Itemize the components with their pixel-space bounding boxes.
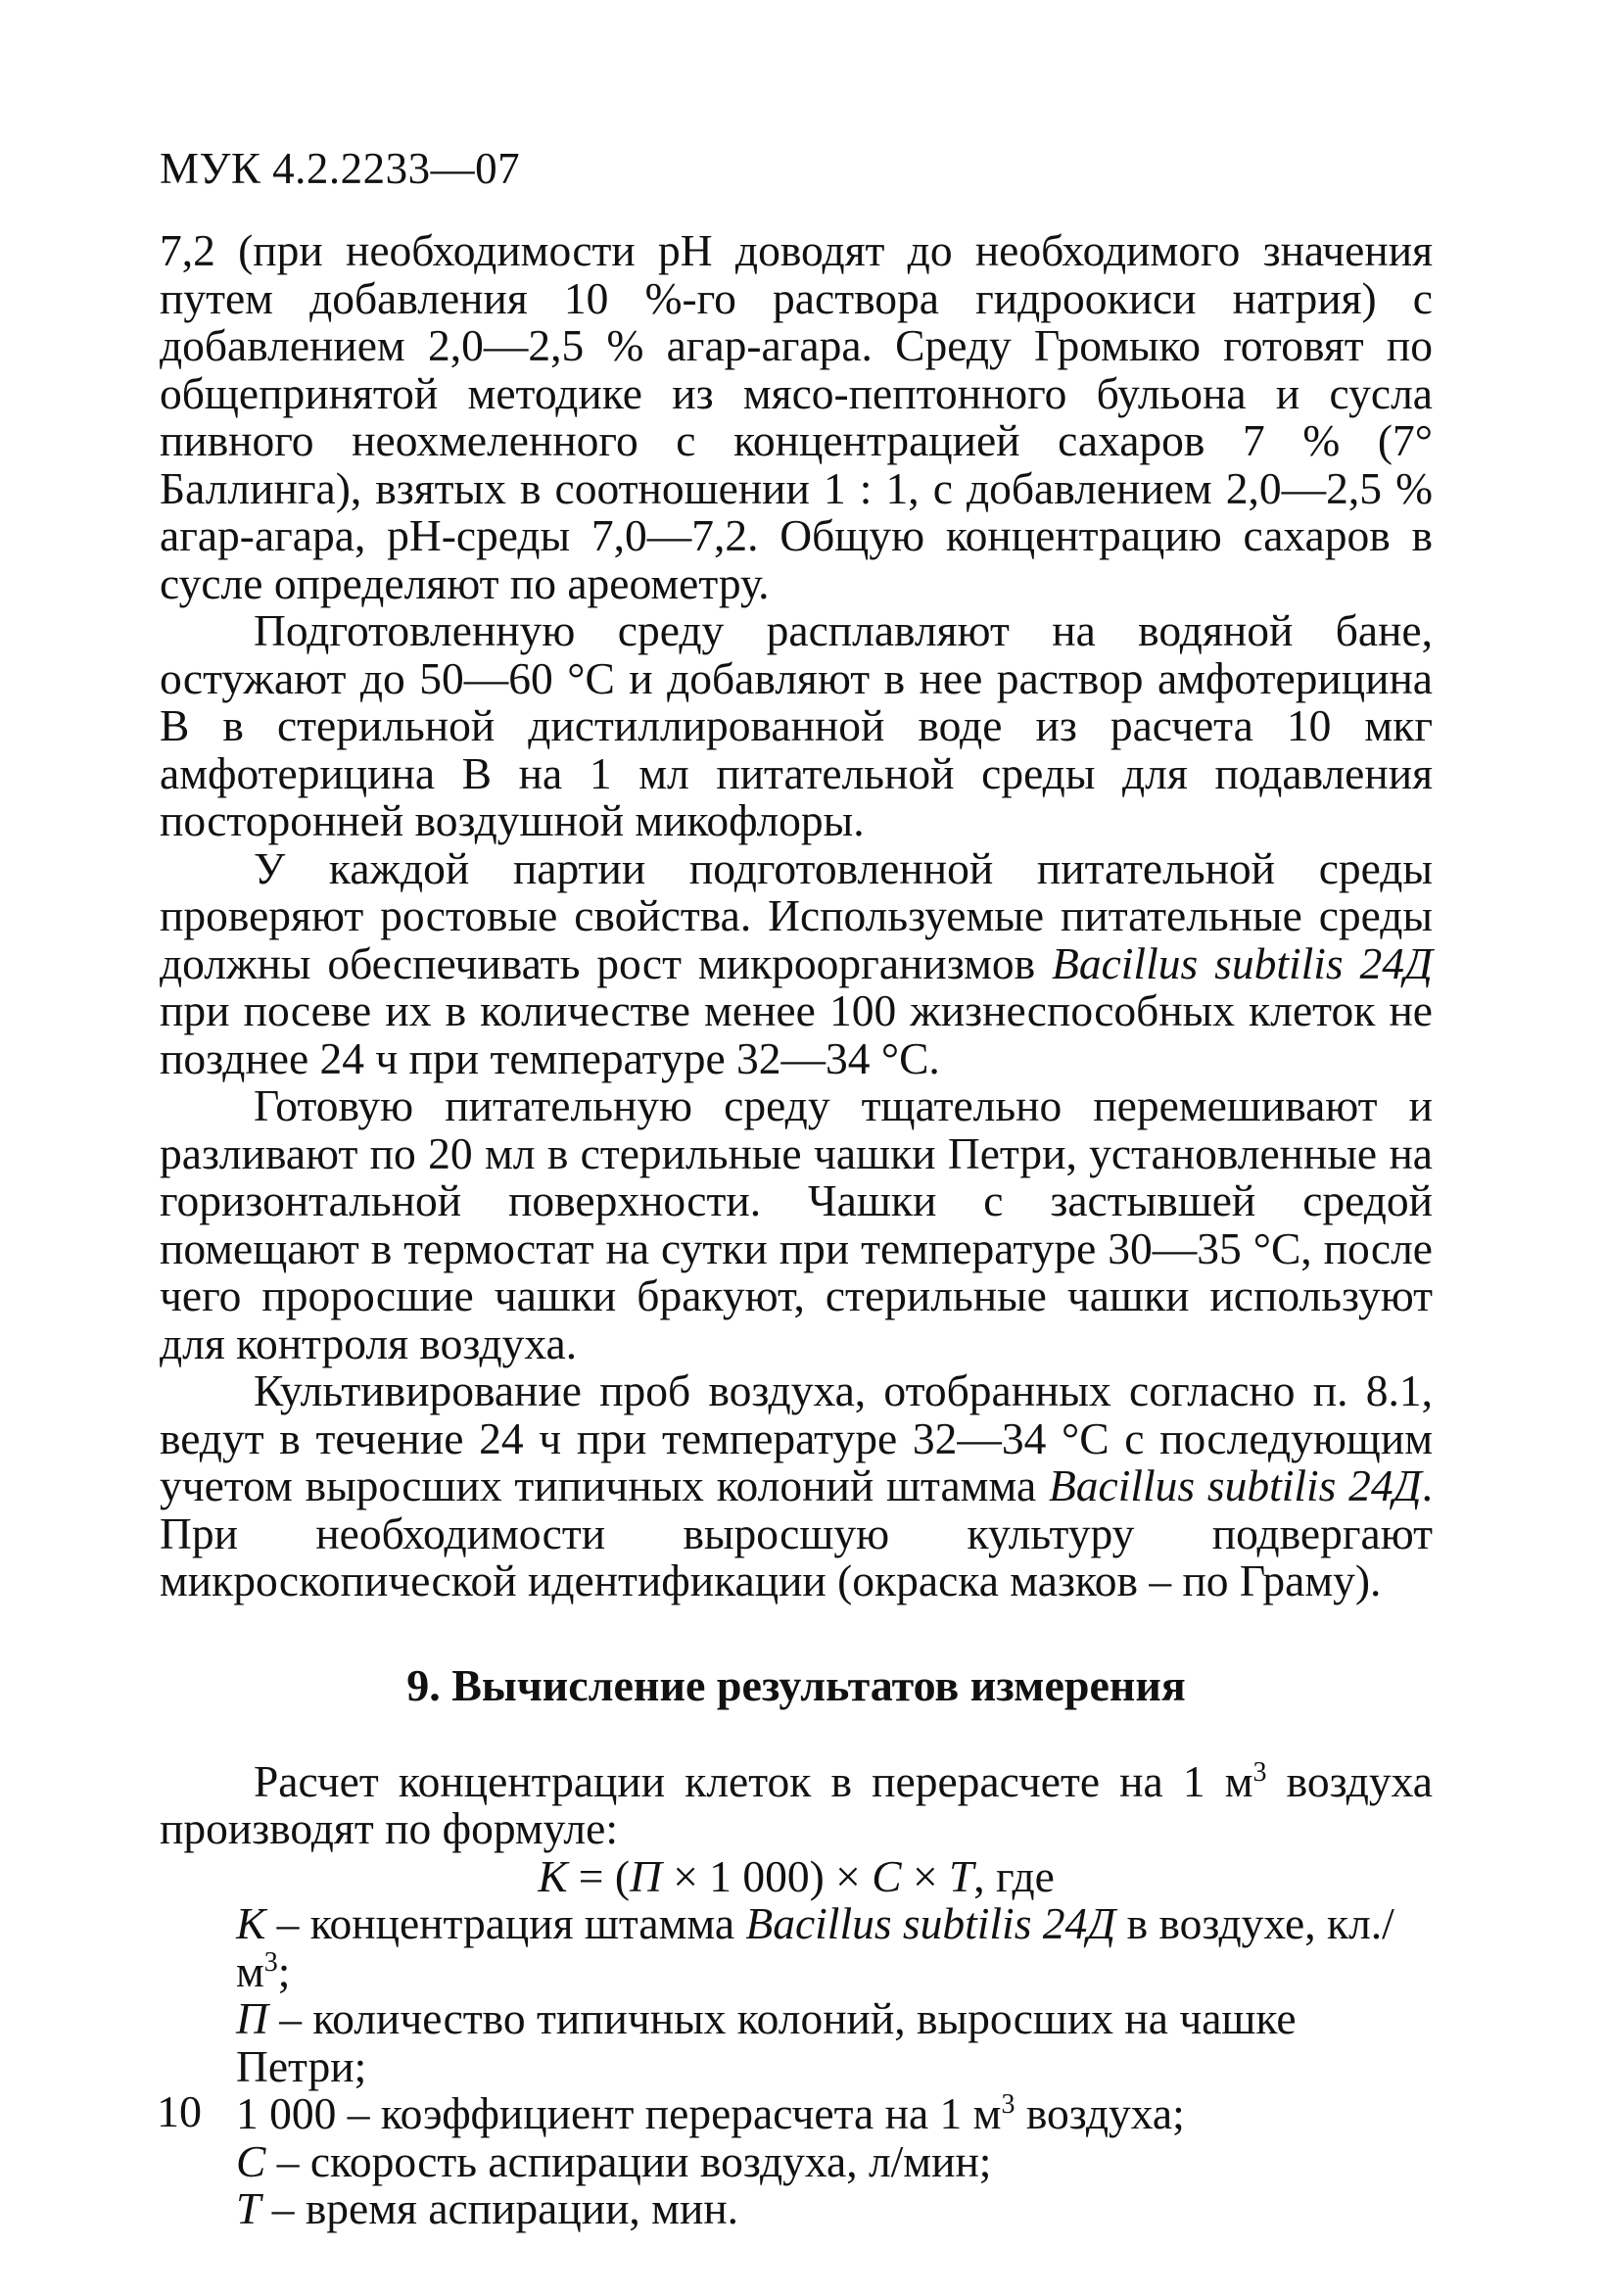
definition-t xyxy=(160,2185,1433,2233)
superscript: 3 xyxy=(263,1946,278,1978)
document-code-header: МУК 4.2.2233—07 xyxy=(160,144,521,193)
formula-var-t: Т xyxy=(948,1850,974,1901)
formula-var-k: К xyxy=(538,1850,568,1901)
paragraph-petri-dishes: Готовую питательную среду тщательно перемешивают и разливают по 20 мл в стерильные чашки Петри, установленные на горизонтальной поверхности. Чашки с застывшей средой помещают в термостат на сутки при температуре 30—35 °С, после чего проросшие чашки бракуют, стерильные чашки используют для контроля воздуха. xyxy=(160,1080,1433,1368)
paragraph-text: воздуха производят по формуле: xyxy=(160,1755,1433,1853)
definition-text: – время аспирации, мин. xyxy=(260,2183,739,2233)
definition-symbol: К xyxy=(236,1898,266,1948)
paragraph-text: . При необходимости выросшую культуру подвергают микроскопической идентификации (окраска мазков – по Граму). xyxy=(160,1460,1433,1605)
section-heading: 9. Вычисление результатов измерения xyxy=(406,1659,1186,1710)
definition-text: воздуха; xyxy=(1015,2088,1185,2138)
superscript: 3 xyxy=(1252,1756,1267,1788)
paragraph-media-ph: 7,2 (при необходимости pH доводят до необходимого значения путем добавления 10 %-го раствора гидроокиси натрия) с добавлением 2,0—2,5 % агар-агара. Среду Громыко готовят по общепринятой методике из мясо-пептонного бульона и сусла пивного неохмеленного с концентрацией сахаров 7 % (7° Баллинга), взятых в соотношении 1 : 1, с добавлением 2,0—2,5 % агар-агара, pH-среды 7,0—7,2. Общую концентрацию сахаров в сусле определяют по ареометру. xyxy=(160,225,1433,608)
definition-text: в воздухе, кл./м xyxy=(236,1898,1394,1996)
definition-symbol: Т xyxy=(236,2183,261,2233)
formula xyxy=(160,1850,1433,1901)
latin-strain-name: Bacillus subtilis 24Д xyxy=(1052,937,1433,988)
definition-text: – количество типичных колоний, выросших на чашке Петри; xyxy=(236,1993,1297,2091)
definition-k xyxy=(160,1900,1433,1995)
formula-var-p: П xyxy=(629,1850,662,1901)
definition-p xyxy=(160,1995,1433,2090)
formula-var-c: С xyxy=(872,1850,902,1901)
definition-text: – скорость аспирации воздуха, л/мин; xyxy=(265,2135,992,2186)
formula-part: × 1 000) × xyxy=(661,1850,873,1901)
formula-part: × xyxy=(901,1850,949,1901)
paragraph-text: У каждой партии подготовленной питательной среды проверяют ростовые свойства. Используемые питательные среды должны обеспечивать рост микроорганизмов xyxy=(160,842,1433,988)
definition-coefficient xyxy=(160,2090,1433,2138)
paragraph-cultivation xyxy=(160,1367,1433,1605)
definition-text: – концентрация штамма xyxy=(265,1898,746,1948)
document-body xyxy=(160,227,1433,2233)
paragraph-growth-properties xyxy=(160,842,1433,1083)
definition-text: 1 000 – коэффициент перерасчета на 1 м xyxy=(236,2088,1002,2138)
formula-part: = ( xyxy=(567,1850,630,1901)
latin-strain-name: Bacillus subtilis 24Д xyxy=(745,1898,1116,1948)
superscript: 3 xyxy=(1001,2088,1016,2120)
paragraph-text: Культивирование проб воздуха, отобранных согласно п. 8.1, ведут в течение 24 ч при температуре 32—34 °С с последующим учетом выросших типичных колоний штамма xyxy=(160,1365,1433,1510)
formula-part: , где xyxy=(973,1850,1055,1901)
latin-strain-name: Bacillus subtilis 24Д xyxy=(1048,1460,1422,1510)
paragraph-text: Расчет концентрации клеток в перерасчете на 1 м xyxy=(254,1755,1253,1806)
paragraph-text: при посеве их в количестве менее 100 жизнеспособных клеток не позднее 24 ч при температуре 32—34 °С. xyxy=(160,985,1433,1083)
definition-symbol: С xyxy=(236,2135,266,2186)
page-number: 10 xyxy=(157,2086,202,2136)
paragraph-formula-intro xyxy=(160,1755,1433,1853)
definition-symbol: П xyxy=(236,1993,268,2043)
definition-c xyxy=(160,2135,1433,2186)
definition-text: ; xyxy=(277,1945,291,1996)
paragraph-amphotericin: Подготовленную среду расплавляют на водяной бане, остужают до 50—60 °С и добавляют в нее раствор амфотерицина В в стерильной дистиллированной воде из расчета 10 мкг амфотерицина В на 1 мл питательной среды для подавления посторонней воздушной микофлоры. xyxy=(160,605,1433,845)
